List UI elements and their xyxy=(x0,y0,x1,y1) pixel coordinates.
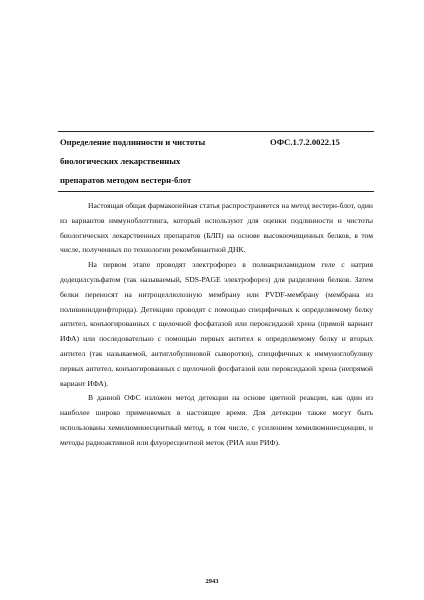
article-body xyxy=(60,199,373,451)
article-title-line: биологических лекарственных xyxy=(60,156,181,166)
body-paragraph: На первом этапе проводят электрофорез в полиакриламидном геле с натрия додецилсульфатом (так называемый, SDS-PAGE электрофорез) для разделения белков. Затем белки переносят на нитроцеллюлозную мембрану или PVDF-мембрану (мембрана из поливинилденфторида). Детекцию проводят с помощью специфичных к определяемому белку антител, конъюгированных с щелочной фосфатазой или пероксидазой хрена (прямой вариант ИФА) или последовательно с помощью первых антител к определяемому белку и вторых антител (так называемой, антиглобулиновой сыворотки), специфичных к иммуноглобулину первых антител, конъюгированных с щелочной фосфатазой или пероксидазой хрена (непрямой вариант ИФА). xyxy=(60,260,373,388)
header-top-rule xyxy=(58,131,374,132)
article-title-line: Определение подлинности и чистоты xyxy=(60,137,206,147)
article-code: ОФС.1.7.2.0022.15 xyxy=(270,137,340,147)
header-bottom-rule xyxy=(58,191,374,192)
article-title xyxy=(60,133,265,190)
page-number: 2943 xyxy=(205,578,219,585)
article-title-line: препаратов методом вестерн-блот xyxy=(60,175,192,185)
body-paragraph: В данной ОФС изложен метод детекции на основе цветной реакции, как один из наиболее широко применяемых в настоящее время. Для детекции также могут быть использованы хемилюминесцентный метод, в том числе, с усилением хемилюминесценции, и методы радиоактивной или флуоресцентной меток (РИА или РИФ). xyxy=(60,393,373,447)
body-paragraph: Настоящая общая фармакопейная статья распространяется на метод вестерн-блот, один из вариантов иммуноблоттинга, который используют для оценки подлинности и чистоты биологических лекарственных препаратов (БЛП) на основе высокоочищенных белков, в том числе, полученных по технологии рекомбинантной ДНК. xyxy=(60,201,373,255)
